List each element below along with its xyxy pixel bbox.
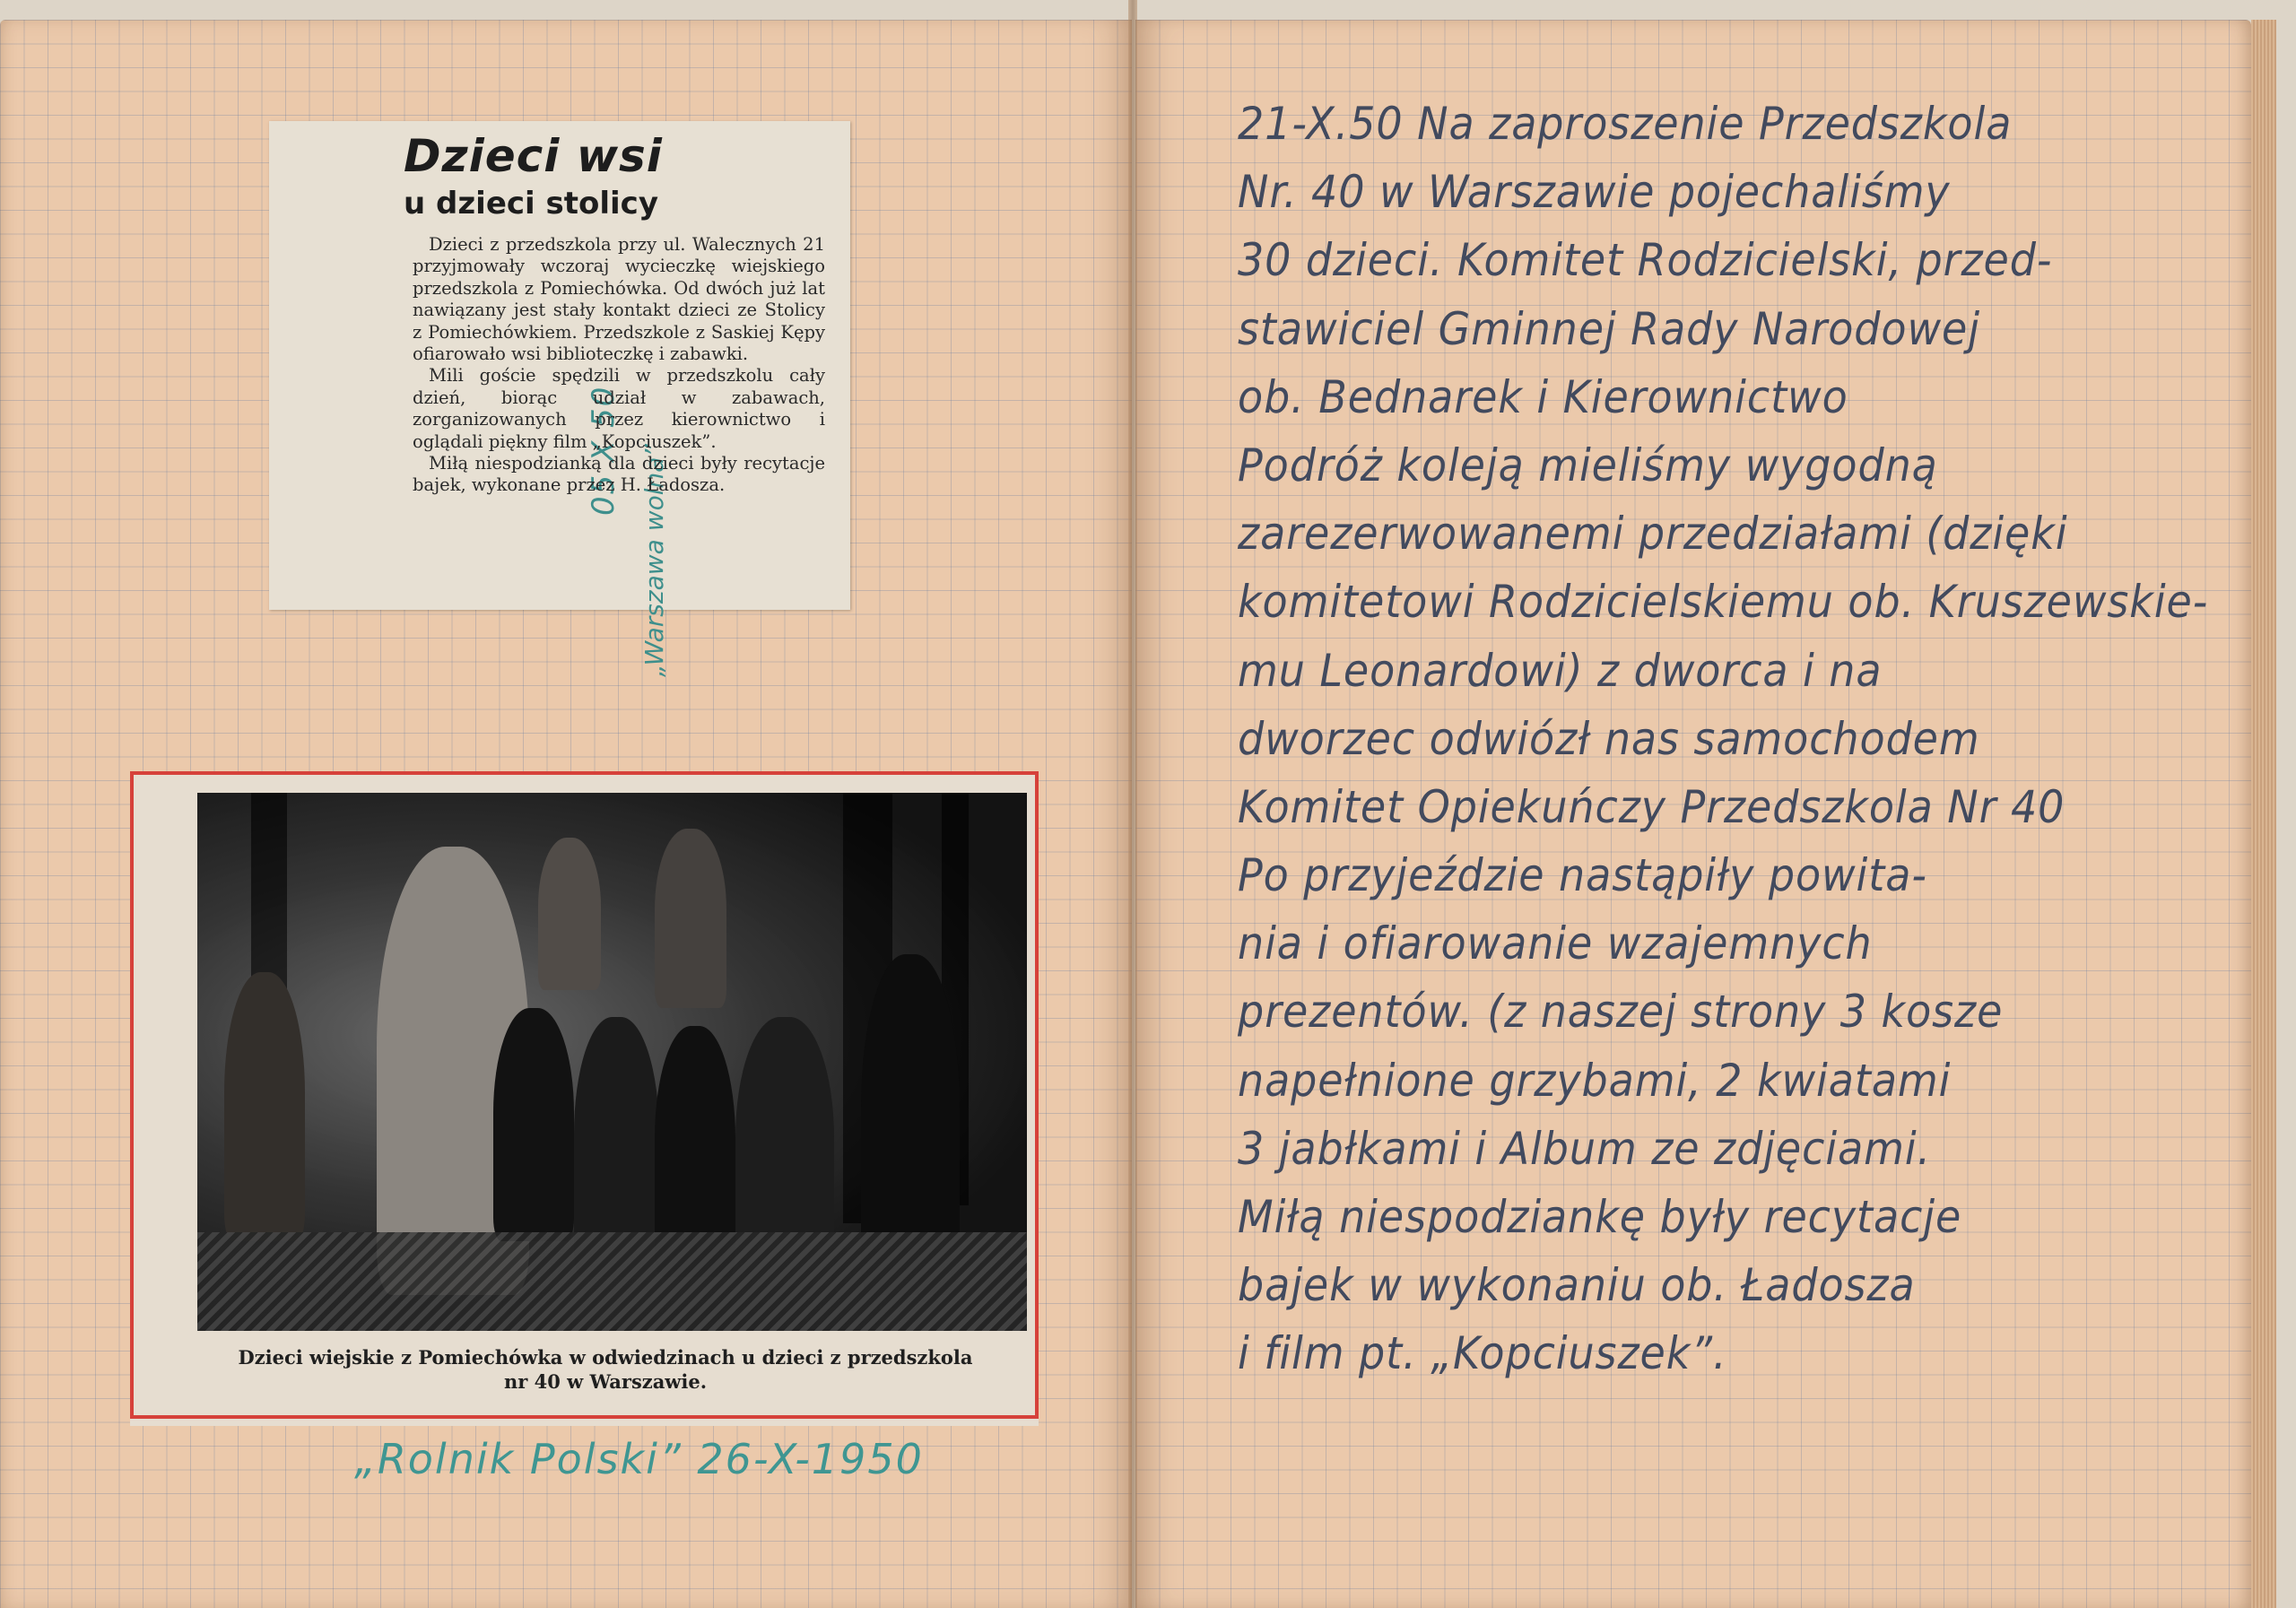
- handwritten-line: komitetowi Rodzicielskiemu ob. Kruszewskie-: [1238, 576, 2209, 629]
- handwritten-line: Miłą niespodziankę były recytacje: [1238, 1191, 1962, 1243]
- handwritten-line: Komitet Opiekuńczy Przedszkola Nr 40: [1238, 780, 2066, 833]
- article-paragraph: Miłą niespodzianką dla dzieci były recytacje bajek, wykonane przez H. Ładosza.: [413, 453, 825, 496]
- handwritten-line: 3 jabłkami i Album ze zdjęciami.: [1238, 1122, 1932, 1175]
- handwritten-line: dworzec odwiózł nas samochodem: [1238, 712, 1980, 765]
- photo-caption: [184, 1345, 1027, 1394]
- article-headline: Dzieci wsi: [404, 130, 663, 182]
- handwritten-entry: [1238, 90, 2251, 1388]
- article-body: [413, 234, 825, 497]
- newspaper-clipping-article: [269, 121, 850, 677]
- handwritten-line: bajek w wykonaniu ob. Ładosza: [1238, 1259, 1916, 1312]
- handwritten-line: i film pt. „Kopciuszek”.: [1238, 1327, 1727, 1380]
- photo-caption-line: nr 40 w Warszawie.: [503, 1370, 708, 1393]
- stamp-date: 05 X 50: [586, 385, 622, 516]
- article-paragraph: Mili goście spędzili w przedszkolu cały dzień, biorąc udział w zabawach, zorganizowanych przez kierownictwo i oglądali piękny film „Kopciuszek”.: [413, 365, 825, 452]
- handwritten-line: stawiciel Gminnej Rady Narodowej: [1238, 302, 1980, 355]
- handwritten-line: napełnione grzybami, 2 kwiatami: [1238, 1054, 1952, 1107]
- article-subheadline: u dzieci stolicy: [404, 186, 659, 222]
- handwritten-line: ob. Bednarek i Kierownictwo: [1238, 370, 1848, 423]
- book-spine: [1128, 0, 1137, 1608]
- handwritten-line: mu Leonardowi) z dworca i na: [1238, 644, 1883, 697]
- handwritten-line: prezentów. (z naszej strony 3 kosze: [1238, 986, 2004, 1039]
- article-paragraph: Dzieci z przedszkola przy ul. Walecznych 21 przyjmowały wczoraj wycieczkę wiejskiego przedszkola z Pomiechówka. Od dwóch już lat nawiązany jest stały kontakt dzieci ze Stolicy z Pomiechówkiem. Przedszkole z Saskiej Kępy ofiarowało wsi biblioteczkę i zabawki.: [413, 234, 825, 365]
- stamp-source: „Warszawa wolna”: [639, 444, 669, 677]
- handwritten-line: 21-X.50 Na zaproszenie Przedszkola: [1238, 98, 2013, 150]
- group-photo: [197, 793, 1027, 1331]
- handwritten-line: Podróż koleją mieliśmy wygodną: [1238, 439, 1938, 491]
- handwritten-line: Po przyjeździe nastąpiły powita-: [1238, 849, 1927, 902]
- photo-caption-line: Dzieci wiejskie z Pomiechówka w odwiedzinach u dzieci z przedszkola: [238, 1346, 973, 1369]
- page-edges: [2251, 20, 2276, 1608]
- handwritten-line: Nr. 40 w Warszawie pojechaliśmy: [1238, 166, 1951, 219]
- handwritten-line: 30 dzieci. Komitet Rodzicielski, przed-: [1238, 234, 2053, 287]
- handwritten-line: zarezerwowanemi przedziałami (dzięki: [1238, 508, 2068, 561]
- newspaper-clipping-photo: [130, 771, 1039, 1426]
- handwritten-line: nia i ofiarowanie wzajemnych: [1238, 917, 1873, 970]
- handwritten-source-note: „Rolnik Polski” 26-X-1950: [354, 1435, 924, 1483]
